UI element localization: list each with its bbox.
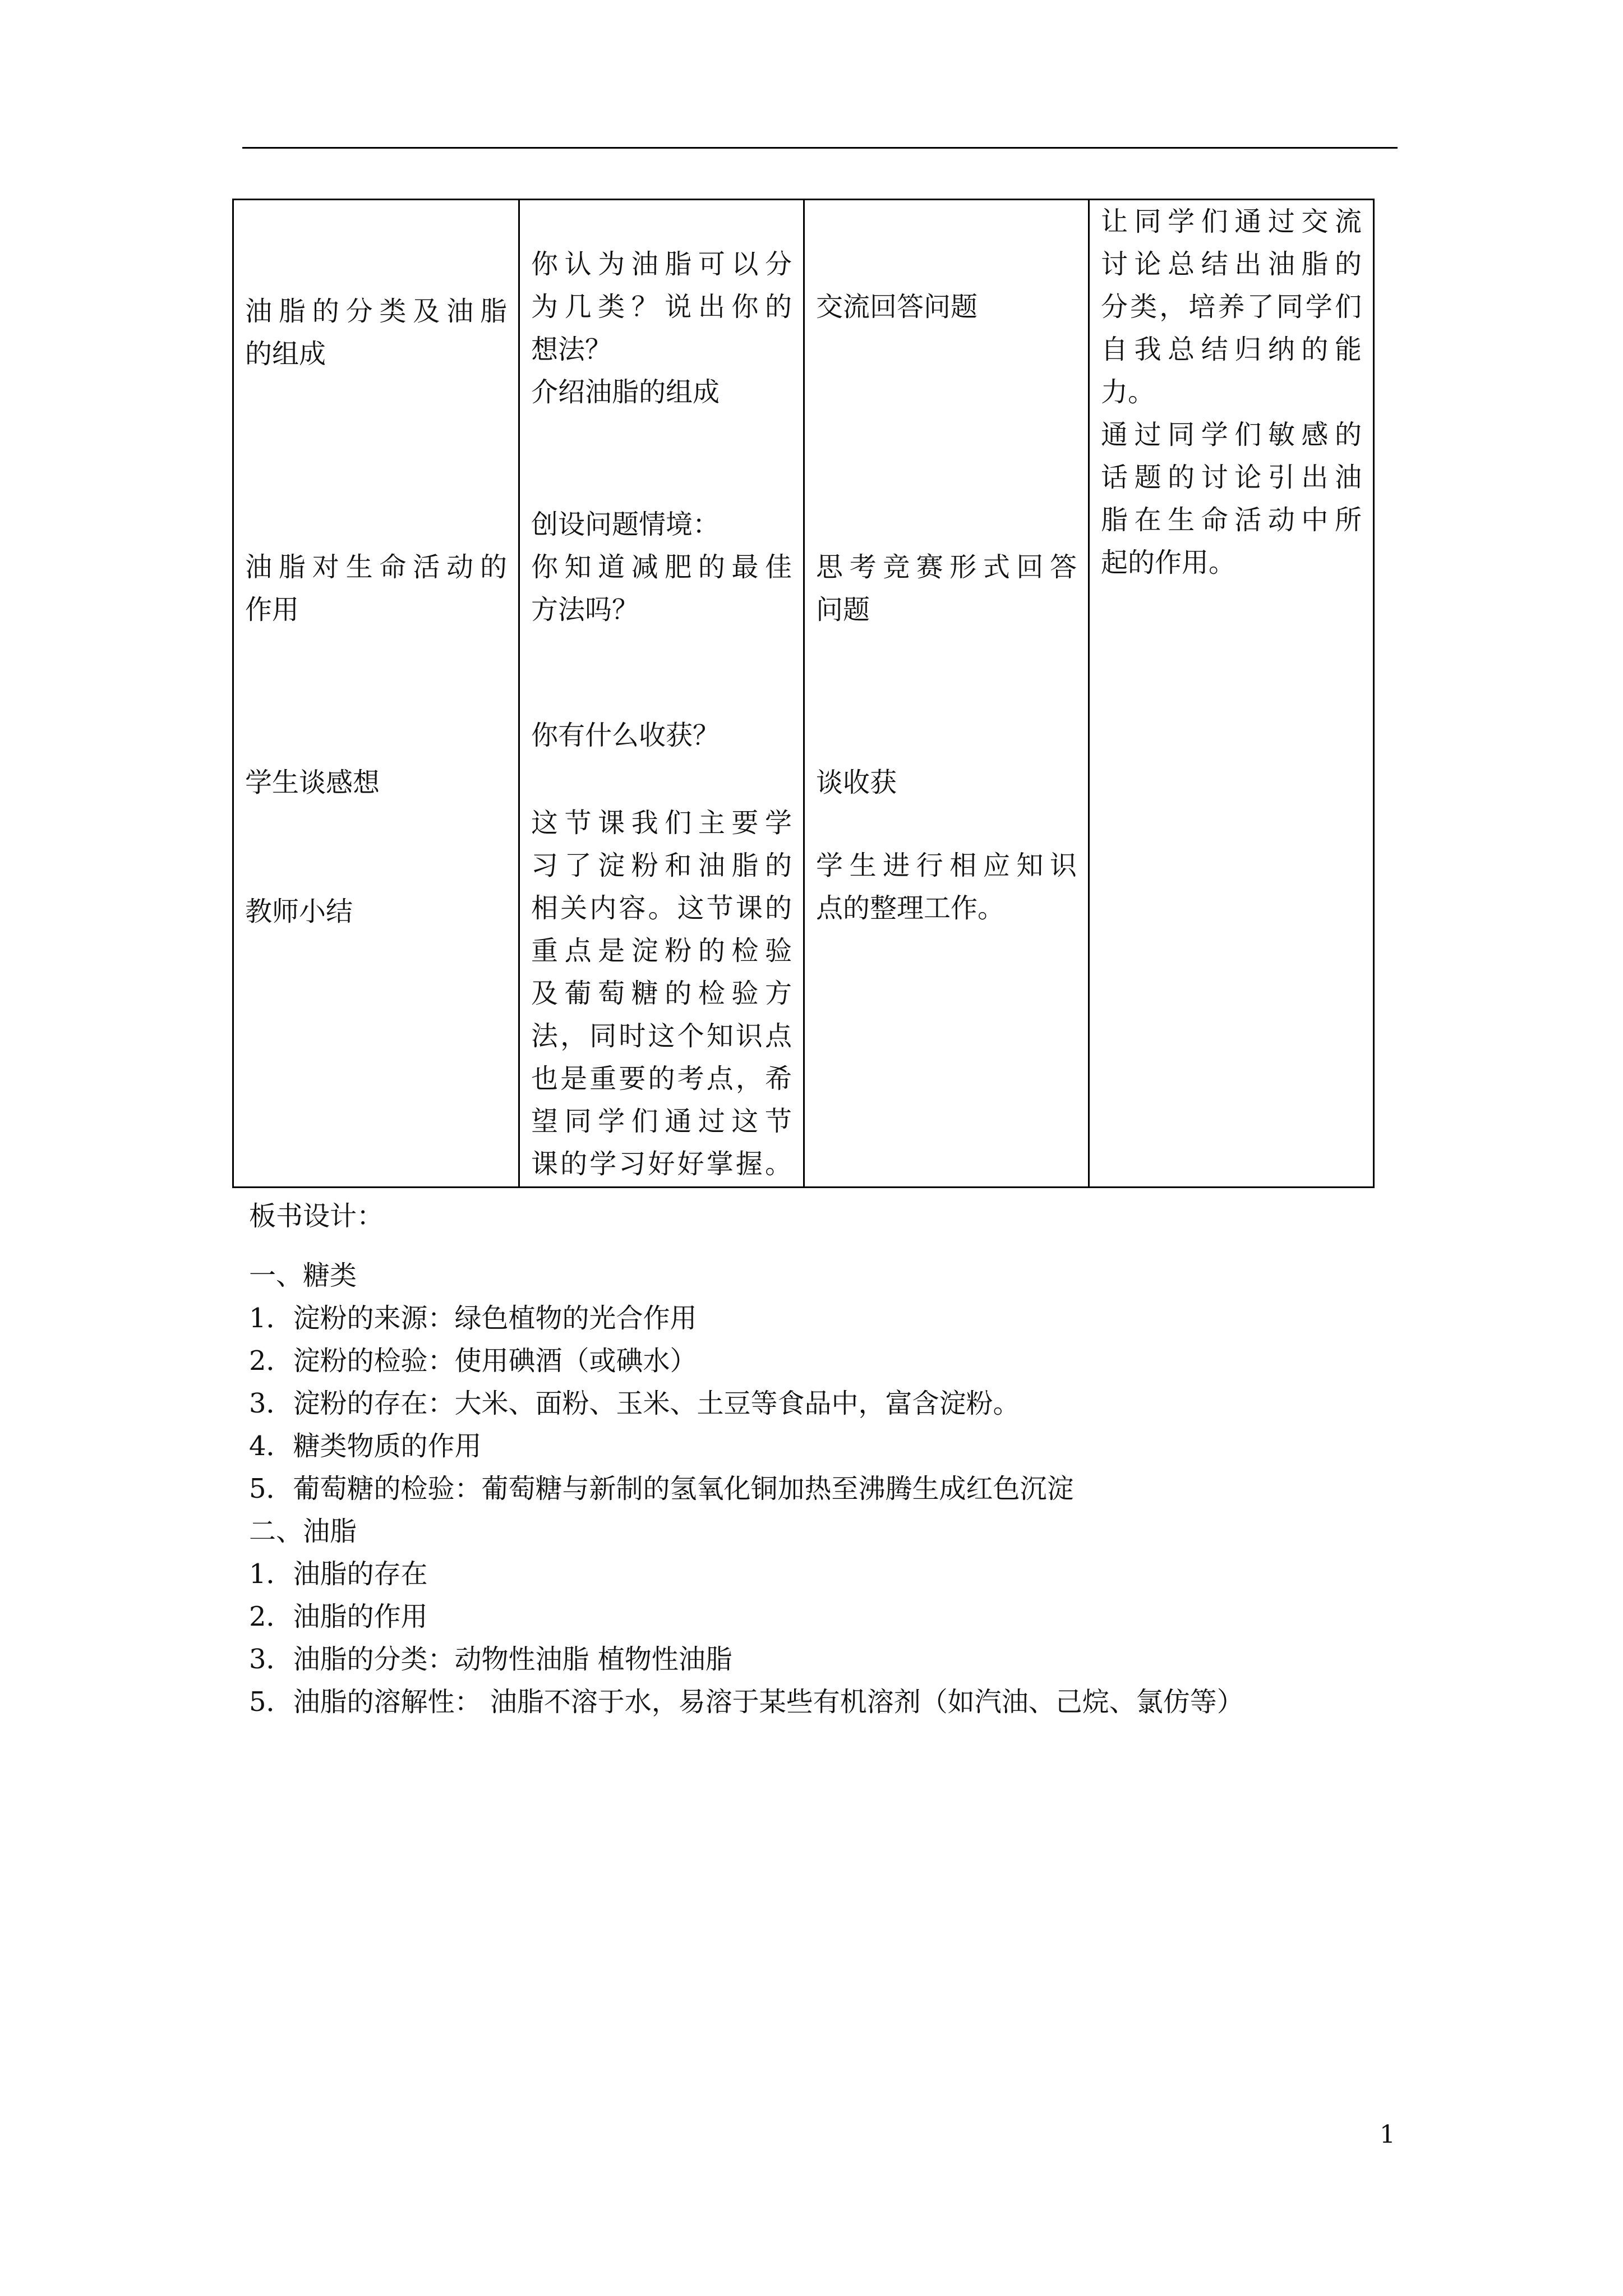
header-rule [242,147,1398,149]
cell-line: 谈收获 [816,767,897,798]
cell-line: 你知道减肥的最佳 [531,551,792,583]
cell-line: 课的学习好好掌握。 [531,1148,792,1180]
list-item: 5．油脂的溶解性： 油脂不溶于水，易溶于某些有机溶剂（如汽油、己烷、氯仿等） [249,1686,1244,1718]
list-item: 5．葡萄糖的检验：葡萄糖与新制的氢氧化铜加热至沸腾生成红色沉淀 [249,1473,1074,1504]
cell-line: 点的整理工作。 [816,892,1005,924]
cell-line: 重点是淀粉的检验 [531,935,792,967]
cell-line: 也是重要的考点，希 [531,1063,792,1094]
activity-column [233,200,519,1188]
cell-line: 法，同时这个知识点 [531,1020,792,1052]
cell-line: 话题的讨论引出油 [1101,462,1362,493]
cell-line: 让同学们通过交流 [1101,206,1362,237]
cell-line: 自我总结归纳的能 [1101,334,1362,365]
list-item: 1．淀粉的来源：绿色植物的光合作用 [249,1303,697,1334]
cell-line: 这节课我们主要学 [531,807,792,839]
cell-line: 你认为油脂可以分 [531,249,792,280]
list-item: 2．油脂的作用 [249,1601,428,1632]
cell-line: 油脂的分类及油脂 [245,296,507,327]
section-title: 二、油脂 [249,1516,357,1547]
cell-line: 为几类？说出你的 [531,291,792,323]
cell-line: 相关内容。这节课的 [531,892,792,924]
cell-line: 分类，培养了同学们 [1101,291,1362,323]
page-number: 1 [1380,2120,1395,2149]
cell-line: 问题 [816,594,870,625]
table-row [233,200,1374,1188]
cell-line: 作用 [245,594,299,625]
lesson-table [232,199,1375,1188]
cell-line: 你有什么收获？ [531,720,720,751]
teacher-column [519,200,804,1188]
cell-line: 讨论总结出油脂的 [1101,249,1362,280]
cell-line: 习了淀粉和油脂的 [531,850,792,881]
cell-line: 方法吗？ [531,594,639,625]
list-item: 3．油脂的分类：动物性油脂 植物性油脂 [249,1644,732,1675]
cell-line: 想法？ [531,334,612,365]
list-item: 1．油脂的存在 [249,1558,428,1590]
cell-line: 油脂对生命活动的 [245,551,507,583]
list-item: 3．淀粉的存在：大米、面粉、玉米、土豆等食品中，富含淀粉。 [249,1388,1020,1419]
cell-line: 学生谈感想 [245,767,380,798]
cell-line: 的组成 [245,338,326,370]
section-title: 一、糖类 [249,1260,357,1291]
cell-line: 通过同学们敏感的 [1101,419,1362,450]
cell-line: 力。 [1101,376,1155,408]
cell-line: 望同学们通过这节 [531,1106,792,1137]
intent-column [1089,200,1374,1188]
student-column [804,200,1089,1188]
cell-line: 学生进行相应知识 [816,850,1077,881]
cell-line: 介绍油脂的组成 [531,376,720,408]
board-heading: 板书设计： [249,1200,384,1232]
cell-line: 教师小结 [245,896,353,927]
cell-line: 及葡萄糖的检验方 [531,978,792,1009]
cell-line: 脂在生命活动中所 [1101,504,1362,536]
cell-line: 起的作用。 [1101,547,1236,578]
list-item: 4．糖类物质的作用 [249,1430,482,1462]
cell-line: 思考竞赛形式回答 [816,551,1077,583]
cell-line: 交流回答问题 [816,291,978,323]
list-item: 2．淀粉的检验：使用碘酒（或碘水） [249,1345,697,1377]
cell-line: 创设问题情境： [531,509,720,540]
